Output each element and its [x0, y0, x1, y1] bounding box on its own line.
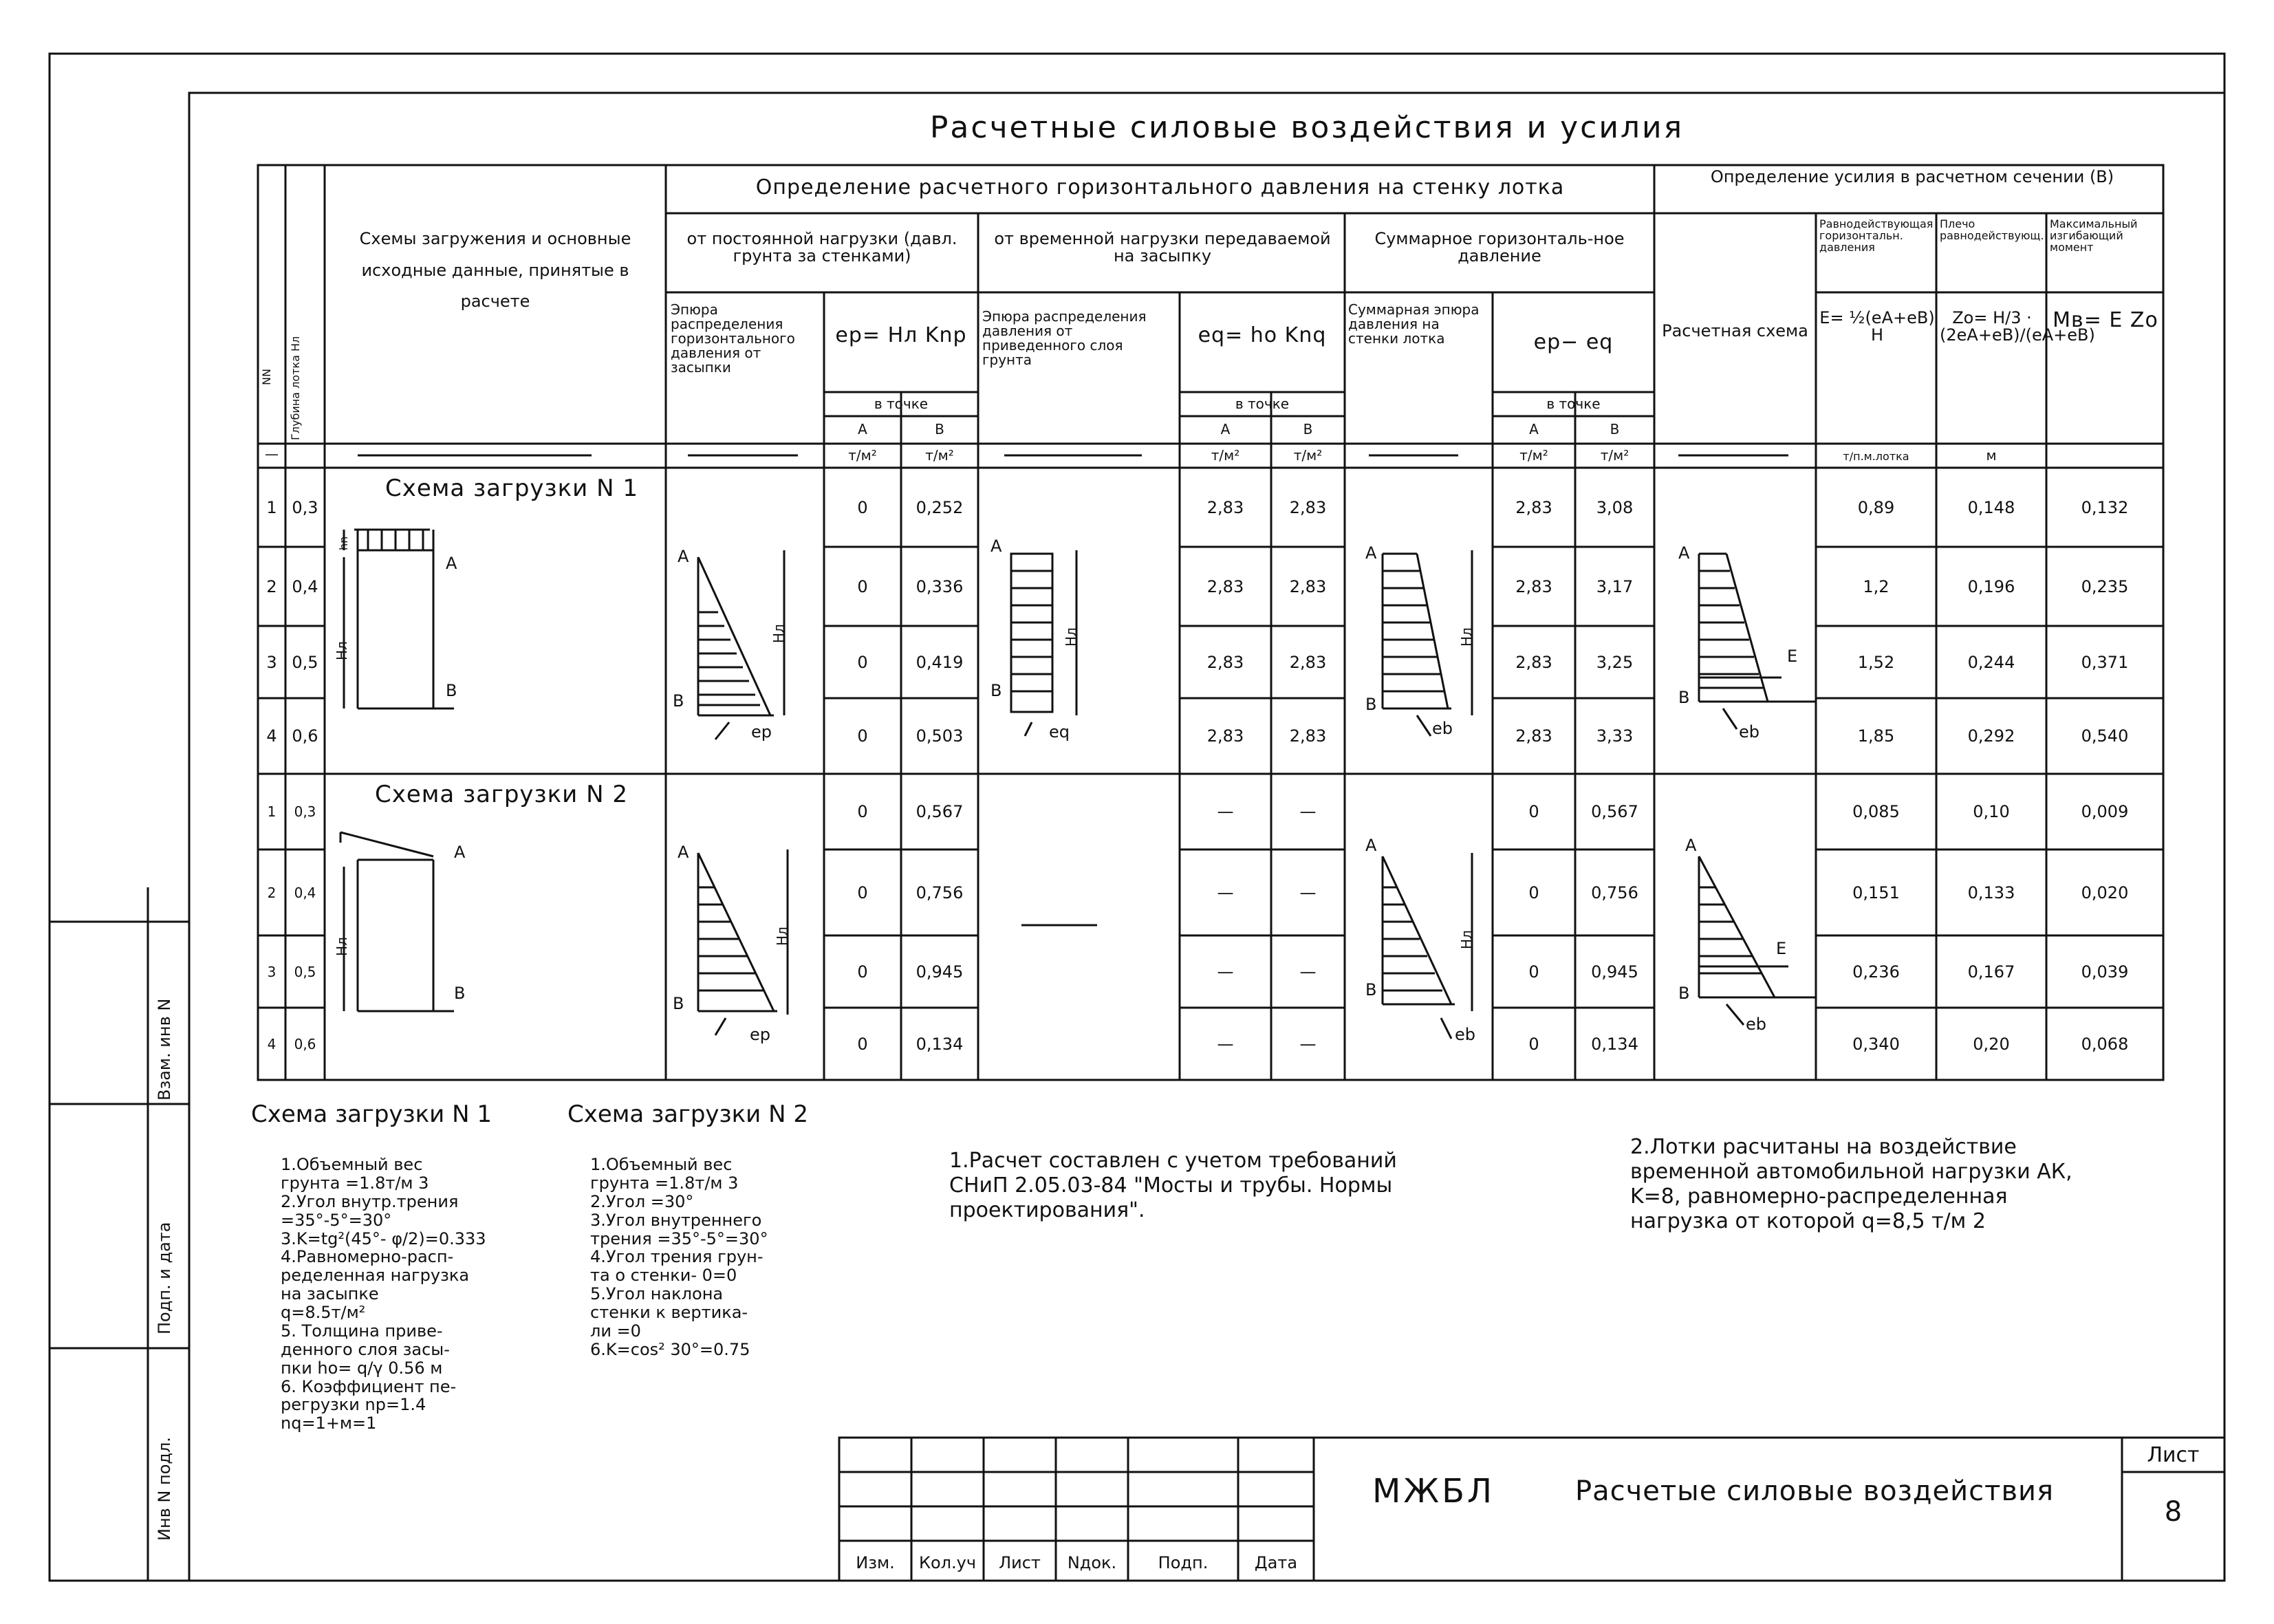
header-resultant: Равнодействующая горизонтальн. давления: [1819, 217, 1934, 254]
temp1-A: A: [990, 537, 1002, 556]
perm2-A: A: [678, 843, 689, 862]
page-title: Расчетные силовые воздействия и усилия: [929, 110, 1685, 145]
header-nn: NN: [260, 369, 273, 385]
s1-row4-M: 0,540: [2081, 726, 2129, 746]
s1-row2-h: 0,4: [292, 576, 318, 596]
s1-row2-eqA: 2,83: [1206, 576, 1244, 596]
s2-row4-epB: 0,134: [916, 1034, 964, 1054]
s1-row3-sumA: 2,83: [1515, 652, 1552, 672]
s1-row1-epB: 0,252: [916, 497, 964, 517]
formula-M: Mв= E Zo: [2053, 308, 2158, 332]
unit-Zo: м: [1986, 447, 1997, 464]
stamp-inv: Инв N подл.: [155, 1437, 174, 1541]
s1-row2-epB: 0,336: [916, 576, 964, 596]
s1-row4-Zo: 0,292: [1967, 726, 2015, 746]
perm2-ep: ep: [750, 1025, 770, 1044]
s1-row4-eqA: 2,83: [1206, 726, 1244, 746]
s1-row4-sumB: 3,33: [1596, 726, 1634, 746]
tb-name: Расчетые силовые воздействия: [1575, 1475, 2055, 1507]
s2-row2-sumA: 0: [1528, 883, 1539, 902]
s2-row1-sumB: 0,567: [1591, 802, 1638, 821]
s1-row1-Zo: 0,148: [1967, 497, 2015, 517]
tb-code: МЖБЛ: [1372, 1472, 1495, 1511]
perm1-Hl: Hл: [770, 624, 787, 643]
header-force-group: Определение усилия в расчетном сечении (В): [1710, 167, 2114, 186]
point-B-temp: B: [1303, 421, 1313, 437]
unit-temp-B: т/м²: [1293, 447, 1323, 464]
s2-row1-eqB: —: [1299, 802, 1317, 821]
tb-col-kolych: Кол.уч: [918, 1553, 977, 1572]
unit-temp-A: т/м²: [1211, 447, 1240, 464]
tb-col-list: Лист: [999, 1553, 1041, 1572]
s2-row2-h: 0,4: [294, 884, 316, 901]
perm1-ep: ep: [751, 722, 772, 741]
header-temporary: от временной нагрузки передаваемой на засыпку: [994, 229, 1331, 266]
s1-row4-epA: 0: [857, 726, 868, 746]
total2-Hl: Hл: [1458, 930, 1475, 949]
temp1-B: B: [990, 681, 1002, 700]
header-depth: Глубина лотка Нл: [289, 336, 302, 440]
calc2-eb: eb: [1746, 1015, 1766, 1034]
header-epure-temp: Эпюра распределения давления от приведенного слоя грунта: [982, 308, 1147, 368]
s2-row1-eqA: —: [1217, 802, 1234, 821]
calc2-A: A: [1685, 836, 1697, 855]
s1-row3-epB: 0,419: [916, 652, 964, 672]
temp1-eq: eq: [1049, 722, 1070, 741]
unit-perm-B: т/м²: [925, 447, 954, 464]
s1-row3-sumB: 3,25: [1596, 652, 1634, 672]
s2-row3-M: 0,039: [2081, 962, 2129, 982]
stamp-vzam: Взам. инв N: [155, 998, 174, 1101]
s2-row3-sumB: 0,945: [1591, 962, 1638, 982]
s1-row3-h: 0,5: [292, 652, 318, 672]
formula-E: E= ½(eA+eB) H: [1819, 308, 1935, 345]
s2-row3-epA: 0: [857, 962, 868, 982]
s1-row3-epA: 0: [857, 652, 868, 672]
formula-Zo: Zo= H/3 · (2eA+eB)/(eA+eB): [1940, 308, 2095, 345]
unit-E: т/п.м.лотка: [1843, 450, 1909, 463]
note-2: 2.Лотки расчитаны на воздействие временной автомобильной нагрузки АК, K=8, равномерно-распределенная нагрузка от которой q=8,5 т/м 2: [1630, 1135, 2072, 1233]
s1-row1-n: 1: [266, 497, 277, 517]
point-A-total: A: [1529, 421, 1539, 437]
s1-row4-h: 0,6: [292, 726, 318, 746]
s1-row1-E: 0,89: [1857, 497, 1895, 517]
s1-row4-E: 1,85: [1857, 726, 1895, 746]
diag1-Hl: Hл: [334, 641, 350, 660]
s2-row2-eqB: —: [1299, 883, 1317, 902]
s1-row3-eqB: 2,83: [1289, 652, 1327, 672]
unit-perm-A: т/м²: [848, 447, 877, 464]
formula-perm: ep= Hл Knр: [835, 323, 967, 347]
notes-scheme2-text: 1.Объемный вес грунта =1.8т/м 3 2.Угол =30° 3.Угол внутреннего трения =35°-5°=30° 4.Угол трения грун- та о стенки- 0=0 5.Угол наклона стенки к вертика- ли =0 6.K=cos² 30°=0.75: [590, 1155, 768, 1359]
s1-row2-sumB: 3,17: [1596, 576, 1634, 596]
s2-row3-h: 0,5: [294, 963, 316, 980]
s1-row4-n: 4: [266, 726, 277, 746]
s1-row2-eqB: 2,83: [1289, 576, 1327, 596]
s2-row3-n: 3: [267, 963, 277, 980]
s2-row1-sumA: 0: [1528, 802, 1539, 821]
s2-row3-Zo: 0,167: [1967, 962, 2015, 982]
s2-row1-Zo: 0,10: [1973, 802, 2010, 821]
s2-row4-Zo: 0,20: [1973, 1034, 2010, 1054]
calc2-E: E: [1776, 939, 1787, 958]
s1-row1-sumB: 3,08: [1596, 497, 1634, 517]
s1-row3-n: 3: [266, 652, 277, 672]
tb-col-izm: Изм.: [856, 1553, 895, 1572]
unit-dash: —: [265, 446, 279, 462]
calc1-E: E: [1787, 647, 1798, 666]
s2-row3-E: 0,236: [1852, 962, 1900, 982]
s2-row3-sumA: 0: [1528, 962, 1539, 982]
s1-row3-Zo: 0,244: [1967, 652, 2015, 672]
s1-row3-eqA: 2,83: [1206, 652, 1244, 672]
s2-row2-Zo: 0,133: [1967, 883, 2015, 902]
s2-row3-epB: 0,945: [916, 962, 964, 982]
s1-row2-E: 1,2: [1863, 576, 1889, 596]
s1-row1-epA: 0: [857, 497, 868, 517]
stamp-podp: Подп. и дата: [155, 1222, 174, 1334]
s2-row2-M: 0,020: [2081, 883, 2129, 902]
tb-col-ndok: Nдок.: [1067, 1553, 1117, 1572]
header-arm: Плечо равнодействующ.: [1940, 217, 2044, 242]
diag2-B: B: [454, 984, 466, 1003]
s1-row3-E: 1,52: [1857, 652, 1895, 672]
s2-row4-sumB: 0,134: [1591, 1034, 1638, 1054]
total1-A: A: [1365, 543, 1377, 563]
s2-row3-eqA: —: [1217, 962, 1234, 982]
total1-eb: eb: [1432, 719, 1453, 738]
s1-row2-n: 2: [266, 576, 277, 596]
tb-col-data: Дата: [1254, 1553, 1298, 1572]
formula-temp: eq= hо Knq: [1198, 323, 1327, 347]
header-epure-total: Суммарная эпюра давления на стенки лотка: [1348, 301, 1480, 347]
diag1-B: B: [446, 681, 457, 700]
s2-row1-epA: 0: [857, 802, 868, 821]
s2-row1-epB: 0,567: [916, 802, 964, 821]
header-epure-perm: Эпюра распределения горизонтального давления от засыпки: [671, 301, 795, 376]
tb-sheet-label: Лист: [2147, 1443, 2200, 1467]
s1-row4-eqB: 2,83: [1289, 726, 1327, 746]
total2-A: A: [1365, 836, 1377, 855]
point-A-perm: A: [858, 421, 867, 437]
s2-row2-epA: 0: [857, 883, 868, 902]
s2-row4-epA: 0: [857, 1034, 868, 1054]
s2-row3-eqB: —: [1299, 962, 1317, 982]
s1-row2-epA: 0: [857, 576, 868, 596]
s2-row2-n: 2: [267, 884, 277, 901]
notes-scheme2-title: Схема загрузки N 2: [567, 1101, 808, 1128]
diag2-A: A: [454, 843, 466, 862]
point-B-perm: B: [935, 421, 944, 437]
tb-sheet-no: 8: [2164, 1496, 2183, 1528]
s2-row1-h: 0,3: [294, 803, 316, 820]
total1-B: B: [1365, 695, 1377, 714]
s2-row2-epB: 0,756: [916, 883, 964, 902]
formula-total: ep− eq: [1533, 330, 1614, 354]
s1-row2-sumA: 2,83: [1515, 576, 1552, 596]
scheme1-label: Схема загрузки N 1: [385, 475, 638, 502]
at-point-total: в точке: [1546, 396, 1601, 412]
s2-row4-sumA: 0: [1528, 1034, 1539, 1054]
perm2-B: B: [673, 994, 684, 1013]
header-pressure-group: Определение расчетного горизонтального давления на стенку лотка: [755, 175, 1565, 199]
s2-row2-eqA: —: [1217, 883, 1234, 902]
s2-row4-M: 0,068: [2081, 1034, 2129, 1054]
perm2-Hl: Hл: [774, 927, 790, 946]
calc2-B: B: [1678, 984, 1690, 1003]
s1-row2-M: 0,235: [2081, 576, 2129, 596]
s1-row3-M: 0,371: [2081, 652, 2129, 672]
header-moment: Максимальный изгибающий момент: [2050, 217, 2138, 254]
s1-row2-Zo: 0,196: [1967, 576, 2015, 596]
s2-row4-n: 4: [267, 1035, 277, 1052]
s1-row1-eqB: 2,83: [1289, 497, 1327, 517]
note-1: 1.Расчет составлен с учетом требований СНиП 2.05.03-84 "Мосты и трубы. Нормы проектирования".: [949, 1149, 1397, 1222]
s2-row4-E: 0,340: [1852, 1034, 1900, 1054]
calc1-B: B: [1678, 688, 1690, 707]
s1-row1-M: 0,132: [2081, 497, 2129, 517]
total1-Hl: Hл: [1458, 627, 1475, 647]
s2-row4-eqB: —: [1299, 1034, 1317, 1054]
s1-row1-eqA: 2,83: [1206, 497, 1244, 517]
header-total: Суммарное горизонталь-ное давление: [1374, 229, 1625, 266]
tb-col-podp: Подп.: [1158, 1553, 1209, 1572]
s2-row1-M: 0,009: [2081, 802, 2129, 821]
unit-total-A: т/м²: [1519, 447, 1548, 464]
perm1-A: A: [678, 547, 689, 566]
s2-row1-E: 0,085: [1852, 802, 1900, 821]
at-point-perm: в точке: [874, 396, 929, 412]
point-B-total: B: [1610, 421, 1620, 437]
header-schemes: Схемы загружения и основные исходные данные, принятые в расчете: [359, 229, 631, 312]
s1-row4-sumA: 2,83: [1515, 726, 1552, 746]
s1-row1-h: 0,3: [292, 497, 318, 517]
scheme2-label: Схема загрузки N 2: [375, 781, 628, 808]
calc1-A: A: [1678, 543, 1690, 563]
point-A-temp: A: [1220, 421, 1231, 437]
s2-row2-sumB: 0,756: [1591, 883, 1638, 902]
header-permanent: от постоянной нагрузки (давл. грунта за стенками): [686, 229, 957, 266]
diag1-hn: hn: [337, 536, 350, 550]
s2-row4-h: 0,6: [294, 1035, 316, 1052]
s2-row1-n: 1: [267, 803, 277, 820]
diag1-A: A: [446, 554, 457, 573]
s1-row1-sumA: 2,83: [1515, 497, 1552, 517]
s2-row4-eqA: —: [1217, 1034, 1234, 1054]
header-calc-scheme: Расчетная схема: [1662, 321, 1808, 340]
unit-total-B: т/м²: [1600, 447, 1629, 464]
calc1-eb: eb: [1739, 722, 1759, 741]
diag2-Hl: Hл: [334, 937, 350, 956]
notes-scheme1-title: Схема загрузки N 1: [251, 1101, 492, 1128]
total2-eb: eb: [1455, 1025, 1475, 1044]
s1-row4-epB: 0,503: [916, 726, 964, 746]
notes-scheme1-text: 1.Объемный вес грунта =1.8т/м 3 2.Угол внутр.трения =35°-5°=30° 3.K=tg²(45°- φ/2)=0.333 4.Равномерно-расп- ределенная нагрузка на засыпке q=8.5т/м² 5. Толщина приве- денного слоя засы- пки hо= q/γ 0.56 м 6. Коэффициент пе- регрузки nр=1.4 nq=1+м=1: [281, 1155, 486, 1433]
temp1-Hl: Hл: [1063, 627, 1079, 647]
perm1-B: B: [673, 691, 684, 711]
total2-B: B: [1365, 980, 1377, 999]
s2-row2-E: 0,151: [1852, 883, 1900, 902]
at-point-temp: в точке: [1235, 396, 1290, 412]
